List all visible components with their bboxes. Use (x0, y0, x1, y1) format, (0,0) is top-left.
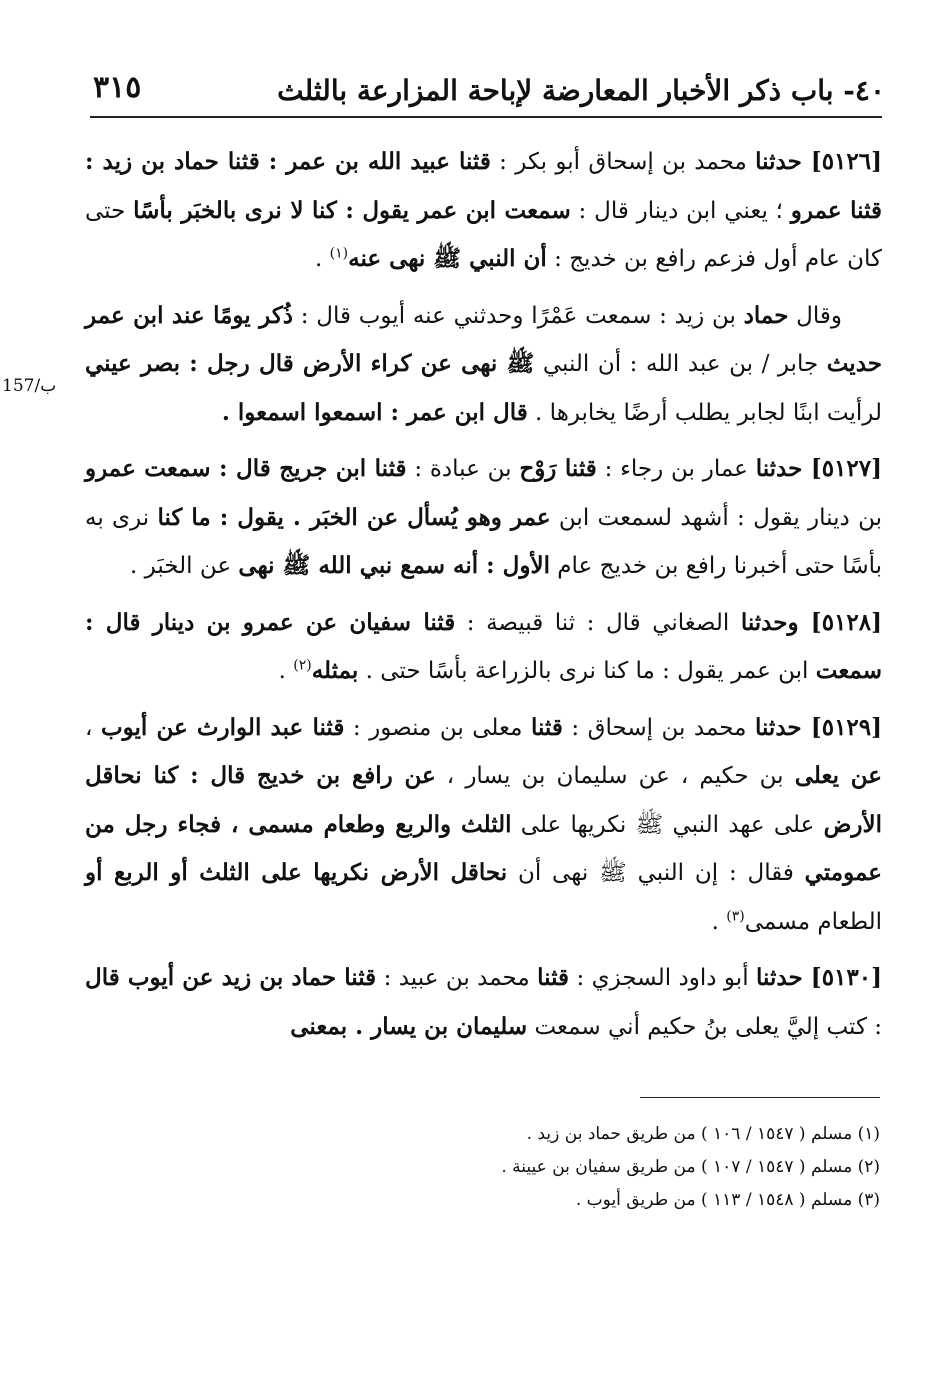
bold-text-segment: قثنا حماد بن زيد عن أيوب قال (85, 964, 377, 991)
text-segment: بن عبادة : (406, 456, 520, 482)
footnote-3: (٣) مسلم ( ١٥٤٨ / ١١٣ ) من طريق أيوب . (575, 1190, 880, 1210)
bold-text-segment: سمعت ابن عمر يقول : كنا لا نرى بالخبَر بأسًا (133, 196, 571, 224)
text-segment: حتى كان عام أول فزعم رافع بن خديج : (85, 197, 882, 272)
bold-text-segment: قثنا سفيان عن عمرو بن دينار قال : سمعت (85, 608, 882, 684)
narration-hammad (85, 292, 882, 438)
bold-text-segment: قثنا (530, 713, 563, 741)
footnote-marker: (١) (329, 245, 349, 262)
footnote-2: (٢) مسلم ( ١٥٤٧ / ١٠٧ ) من طريق سفيان بن عيينة . (501, 1157, 880, 1177)
bold-text-segment: قثنا (537, 964, 570, 991)
bold-text-segment: عن رافع بن خديج قال : كنا نحاقل الأرض (85, 762, 882, 838)
footnote-marker: (٢) (293, 657, 312, 674)
hadith-text-body (85, 138, 882, 1059)
text-segment: فقال : إن النبي ﷺ نهى أن (507, 860, 805, 886)
bold-text-segment: ذُكر يومًا عند ابن عمر حديث (85, 301, 882, 377)
manuscript-folio-note: 157/ب (2, 376, 57, 396)
text-segment: ؛ يعني ابن دينار قال : (570, 197, 791, 224)
text-segment: نرى به بأسًا حتى أخبرنا رافع بن خديج عام (85, 504, 882, 579)
page-number: ٣١٥ (93, 70, 142, 105)
bold-text-segment: بمثله (311, 657, 359, 684)
footnote-marker: (٣) (726, 907, 745, 924)
hadith-5130 (85, 954, 882, 1051)
bold-text-segment: ﷺ نهى عن كراء الأرض قال رجل : بصر عيني (85, 350, 535, 377)
text-segment: وقال (788, 302, 842, 329)
text-segment: محمد بن عبيد : (376, 965, 538, 991)
bold-text-segment: قثنا عبيد الله بن عمر : قثنا حماد بن زيد : قثنا عمرو (85, 148, 883, 224)
text-segment: . (278, 658, 294, 684)
text-segment: . (711, 908, 727, 935)
hadith-5127 (85, 445, 882, 591)
text-segment: ، (85, 714, 101, 741)
text-segment: بن حكيم ، عن سليمان بن يسار ، (435, 763, 795, 789)
text-segment: جابر / بن عبد الله : أن النبي (534, 351, 827, 377)
bold-text-segment: سليمان بن يسار . بمعنى (290, 1012, 528, 1040)
bold-text-segment: الأول : أنه سمع نبي الله ﷺ نهى (238, 552, 550, 579)
bold-text-segment: [٥١٢٦] حدثنا (755, 148, 883, 175)
text-segment: الصغاني قال : ثنا قبيصة : (455, 609, 741, 636)
text-segment: محمد بن إسحاق أبو بكر : (490, 149, 756, 175)
text-segment: بن زيد : سمعت عَمْرًا وحدثني عنه أيوب قال : (293, 302, 744, 329)
text-segment: عمار بن رجاء : (596, 456, 756, 482)
text-segment: . (315, 246, 330, 272)
bold-text-segment: [٥١٢٧] حدثنا (755, 455, 883, 482)
hadith-5126 (85, 138, 882, 284)
text-segment: الطعام مسمى (744, 908, 882, 935)
text-segment: معلى بن منصور : (344, 714, 531, 741)
text-segment: محمد بن إسحاق : (562, 714, 755, 741)
hadith-5128 (85, 599, 882, 696)
text-segment: : كتب إليَّ يعلى بنُ حكيم أني سمعت (527, 1013, 882, 1040)
footnote-1: (١) مسلم ( ١٥٤٧ / ١٠٦ ) من طريق حماد بن زيد . (526, 1124, 880, 1144)
page-header (85, 62, 885, 112)
bold-text-segment: [٥١٢٩] حدثنا (754, 713, 883, 741)
text-segment: عن الخبَر . (130, 553, 239, 579)
bold-text-segment: قثنا رَوْح (519, 455, 597, 482)
bold-text-segment: [٥١٢٨] وحدثنا (740, 608, 883, 636)
bold-text-segment: قثنا ابن جريج قال : سمعت عمرو (85, 455, 407, 482)
bold-text-segment: عمر وهو يُسأل عن الخبَر . يقول : ما كنا (157, 503, 551, 531)
bold-text-segment: قال ابن عمر : اسمعوا اسمعوا . (221, 398, 528, 426)
footnotes (380, 1118, 880, 1217)
chapter-title: ٤٠- باب ذكر الأخبار المعارضة لإباحة المزارعة بالثلث (277, 74, 885, 107)
text-segment: ابن عمر يقول : ما كنا نرى بالزراعة بأسًا حتى . (358, 658, 816, 684)
text-segment: على عهد النبي ﷺ نكريها على (511, 811, 824, 838)
bold-text-segment: حماد (743, 301, 789, 329)
bold-text-segment: عن يعلى (794, 762, 882, 789)
text-segment: أبو داود السجزي : (569, 965, 757, 991)
header-rule (90, 116, 882, 118)
bold-text-segment: الثلث والربع وطعام مسمى ، فجاء رجل من عمومتي (85, 810, 883, 886)
text-segment: لرأيت ابنًا لجابر يطلب أرضًا يخابرها . (527, 399, 882, 426)
bold-text-segment: [٥١٣٠] حدثنا (756, 964, 882, 991)
text-segment: بن دينار يقول : أشهد لسمعت ابن (550, 504, 882, 531)
hadith-5129 (85, 704, 882, 947)
bold-text-segment: قثنا عبد الوارث عن أيوب (100, 713, 345, 741)
bold-text-segment: نحاقل الأرض نكريها على الثلث أو الربع أو (85, 859, 508, 886)
bold-text-segment: أن النبي ﷺ نهى عنه (348, 245, 547, 272)
footnote-rule (640, 1097, 880, 1098)
